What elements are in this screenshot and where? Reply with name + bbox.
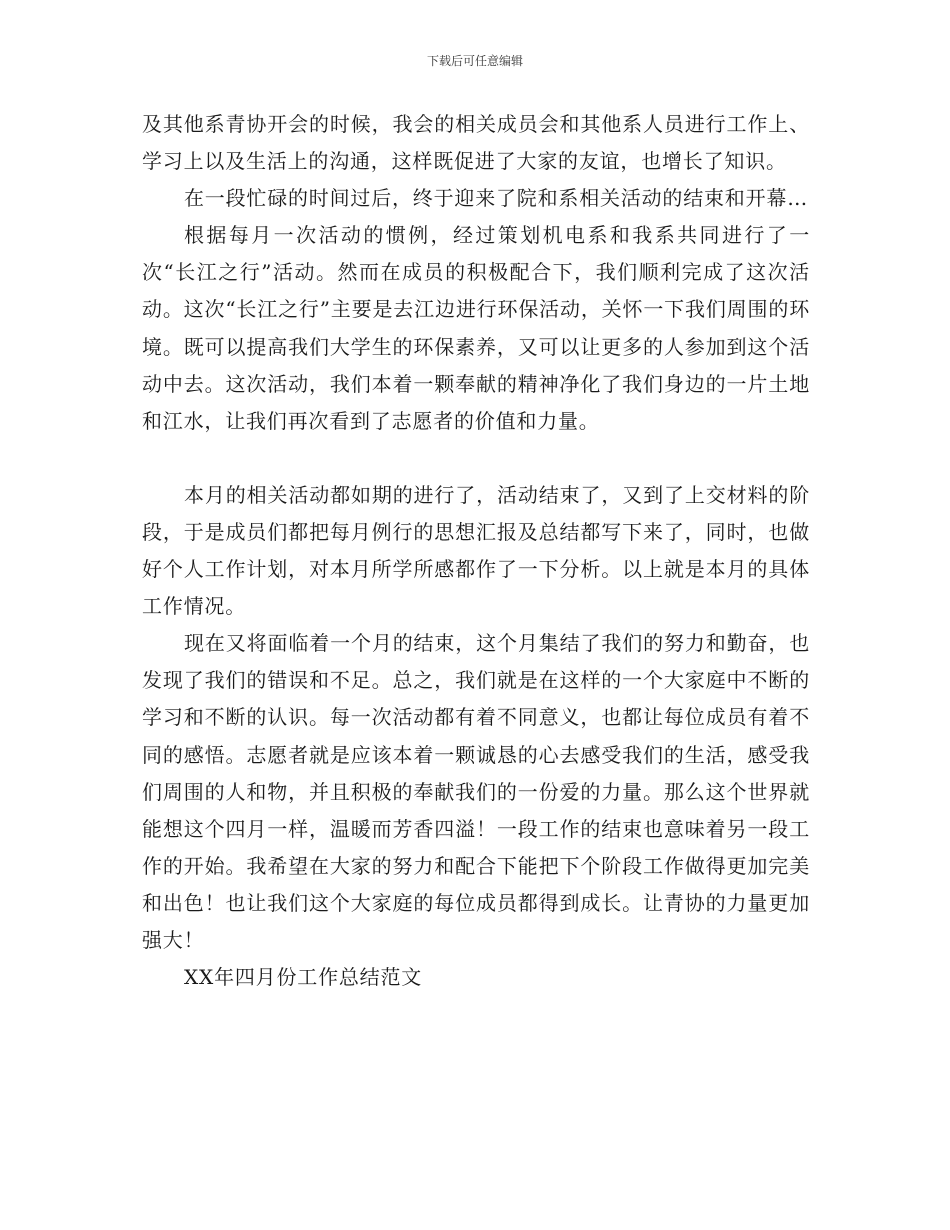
document-body (142, 106, 810, 996)
paragraph-continuation: 及其他系青协开会的时候，我会的相关成员会和其他系人员进行工作上、学习上以及生活上的沟通，这样既促进了大家的友谊，也增长了知识。 (142, 112, 810, 174)
paragraph-closing: 现在又将面临着一个月的结束，这个月集结了我们的努力和勤奋，也发现了我们的错误和不足。总之，我们就是在这样的一个大家庭中不断的学习和不断的认识。每一次活动都有着不同意义，也都让每位成员有着不同的感悟。志愿者就是应该本着一颗诚恳的心去感受我们的生活，感受我们周围的人和物，并且积极的奉献我们的一份爱的力量。那么这个世界就能想这个四月一样，温暖而芳香四溢！一段工作的结束也意味着另一段工作的开始。我希望在大家的努力和配合下能把下个阶段工作做得更加完美和出色！也让我们这个大家庭的每位成员都得到成长。让青协的力量更加强大！ (142, 631, 810, 952)
paragraph-next-title: XX年四月份工作总结范文 (184, 965, 423, 990)
page-header: 下载后可任意编辑 (426, 54, 523, 68)
paragraph-yangtze-activity: 根据每月一次活动的惯例，经过策划机电系和我系共同进行了一次“长江之行”活动。然而在成员的积极配合下，我们顺利完成了这次活动。这次“长江之行”主要是去江边进行环保活动，关怀一下我们周围的环境。既可以提高我们大学生的环保素养，又可以让更多的人参加到这个活动中去。这次活动，我们本着一颗奉献的精神净化了我们身边的一片土地和江水，让我们再次看到了志愿者的价值和力量。 (142, 223, 810, 433)
paragraph-monthly-summary: 本月的相关活动都如期的进行了，活动结束了，又到了上交材料的阶段，于是成员们都把每月例行的思想汇报及总结都写下来了，同时，也做好个人工作计划，对本月所学所感都作了一下分析。以上就是本月的具体工作情况。 (142, 482, 810, 619)
paragraph-transition: 在一段忙碌的时间过后，终于迎来了院和系相关活动的结束和开幕… (184, 186, 808, 211)
paragraph-spacer (142, 440, 810, 477)
